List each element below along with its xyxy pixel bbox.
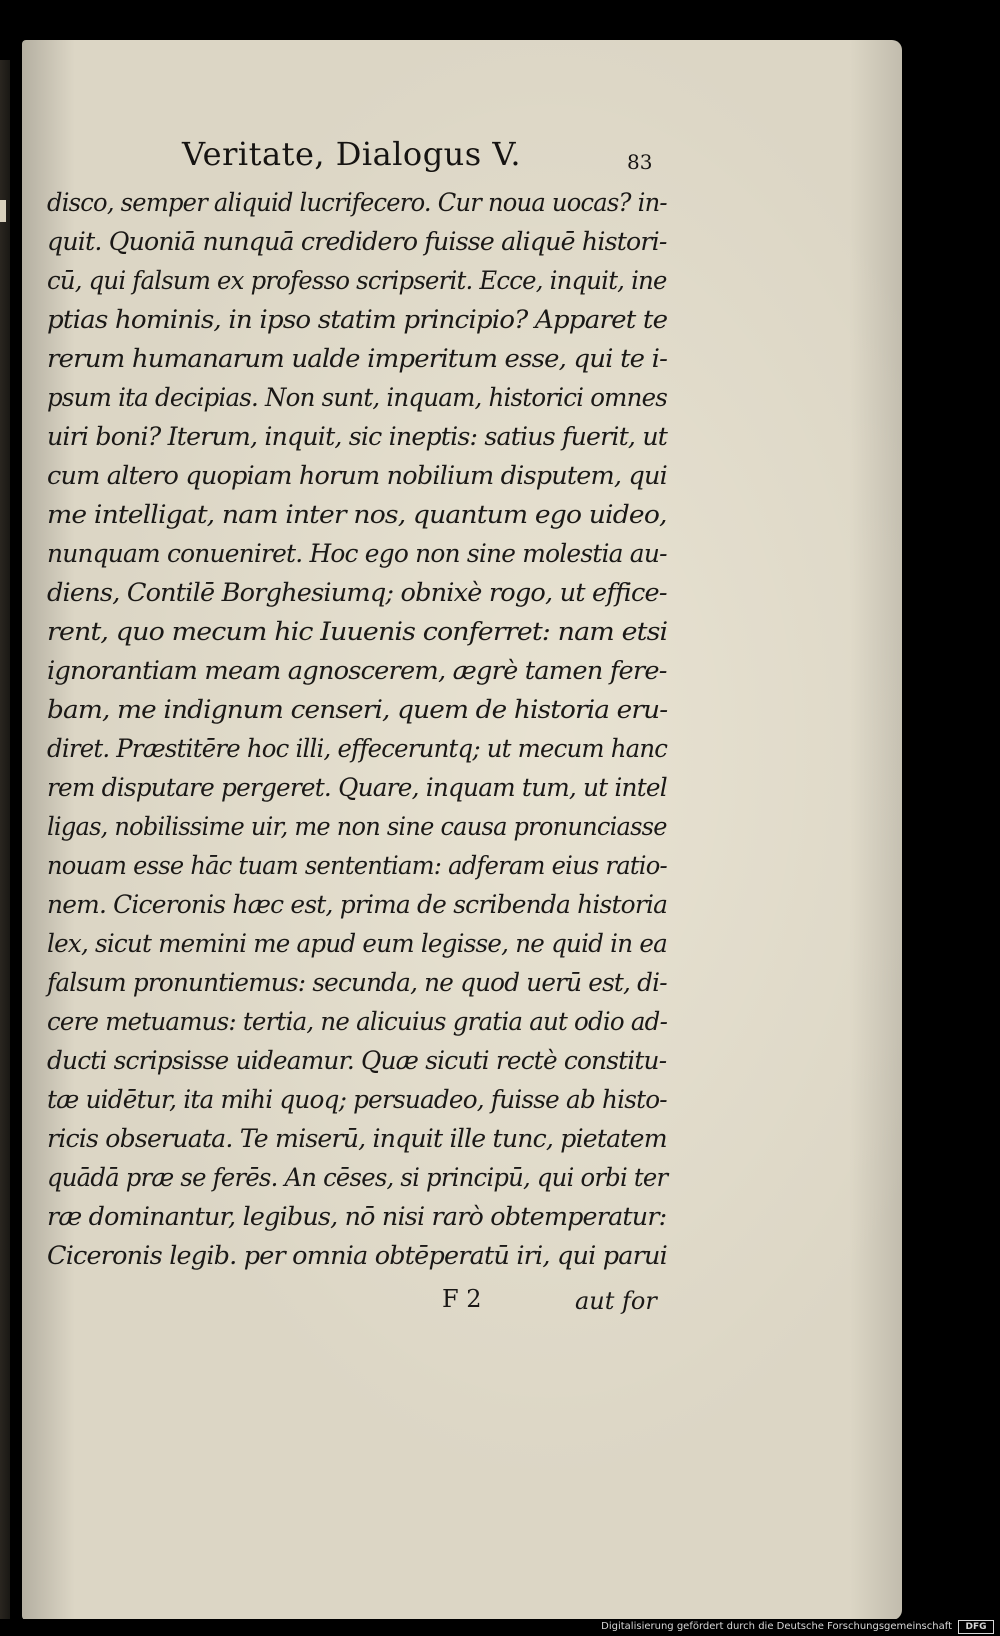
dfg-logo: DFG bbox=[958, 1620, 994, 1634]
text-line: bam, me indignum censeri, quem de historia eru- bbox=[47, 695, 668, 724]
text-line: diens, Contilē Borghesiumq; obnixè rogo, ut effice- bbox=[47, 578, 667, 607]
text-line: falsum pronuntiemus: secunda, ne quod uerū est, di- bbox=[47, 968, 667, 997]
body-text bbox=[47, 183, 667, 1275]
running-head: Veritate, Dialogus V. bbox=[182, 135, 522, 173]
facing-page-edge bbox=[0, 60, 10, 1620]
text-line: rent, quo mecum hic Iuuenis conferret: nam etsi bbox=[47, 617, 668, 646]
text-line: cū, qui falsum ex professo scripserit. Ecce, inquit, ine bbox=[47, 266, 667, 295]
text-line: cere metuamus: tertia, ne alicuius gratia aut odio ad- bbox=[47, 1007, 668, 1036]
facing-page-mark bbox=[0, 200, 6, 222]
text-line: Ciceronis legib. per omnia obtēperatū iri, qui parui bbox=[47, 1241, 667, 1270]
digitization-credit: Digitalisierung gefördert durch die Deutsche Forschungsgemeinschaft bbox=[601, 1621, 952, 1632]
text-line: nouam esse hāc tuam sententiam: adferam eius ratio- bbox=[47, 851, 667, 880]
text-line: me intelligat, nam inter nos, quantum ego uideo, bbox=[47, 500, 667, 529]
text-line: ignorantiam meam agnoscerem, ægrè tamen fere- bbox=[47, 656, 667, 685]
text-line: tæ uidētur, ita mihi quoq; persuadeo, fuisse ab histo- bbox=[47, 1085, 667, 1114]
text-line: cum altero quopiam horum nobilium disputem, qui bbox=[47, 461, 667, 490]
text-line: ducti scripsisse uideamur. Quæ sicuti rectè constitu- bbox=[47, 1046, 667, 1075]
text-line: rerum humanarum ualde imperitum esse, qui te i- bbox=[47, 344, 668, 373]
text-line: ræ dominantur, legibus, nō nisi rarò obtemperatur: bbox=[47, 1202, 667, 1231]
text-line: ricis obseruata. Te miserū, inquit ille tunc, pietatem bbox=[47, 1124, 667, 1153]
book-page bbox=[22, 40, 902, 1620]
page-number: 83 bbox=[627, 150, 653, 174]
text-line: disco, semper aliquid lucrifecero. Cur noua uocas? in- bbox=[47, 188, 667, 217]
text-line: rem disputare pergeret. Quare, inquam tum, ut intel bbox=[47, 773, 667, 802]
text-line: psum ita decipias. Non sunt, inquam, historici omnes bbox=[47, 383, 668, 412]
text-line: nunquam conueniret. Hoc ego non sine molestia au- bbox=[47, 539, 667, 568]
text-line: diret. Præstitēre hoc illi, effeceruntq; ut mecum hanc bbox=[47, 734, 668, 763]
text-line: nem. Ciceronis hæc est, prima de scribenda historia bbox=[47, 890, 668, 919]
text-line: ligas, nobilissime uir, me non sine causa pronunciasse bbox=[47, 812, 667, 841]
text-line: uiri boni? Iterum, inquit, sic ineptis: satius fuerit, ut bbox=[47, 422, 668, 451]
text-line: lex, sicut memini me apud eum legisse, ne quid in ea bbox=[47, 929, 668, 958]
text-line: quādā præ se ferēs. An cēses, si principū, qui orbi ter bbox=[47, 1163, 668, 1192]
text-line: ptias hominis, in ipso statim principio? Apparet te bbox=[47, 305, 668, 334]
signature-mark: F 2 bbox=[442, 1285, 482, 1313]
catchword: aut for bbox=[575, 1287, 657, 1315]
text-line: quit. Quoniā nunquā credidero fuisse aliquē histori- bbox=[47, 227, 667, 256]
